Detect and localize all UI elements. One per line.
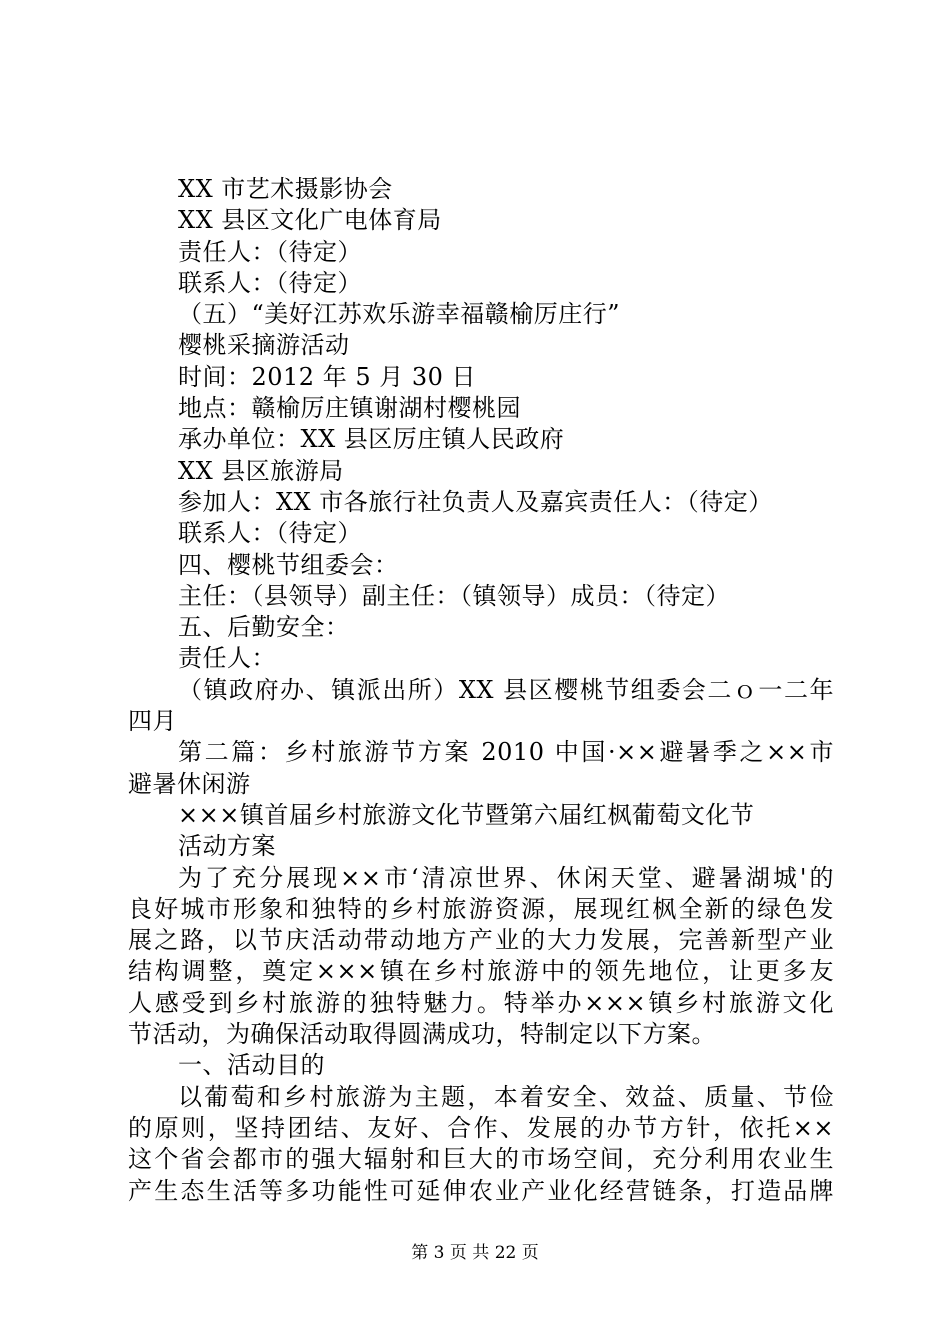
text-line: 活动方案 xyxy=(178,832,276,861)
text-line: 地点：赣榆厉庄镇谢湖村樱桃园 xyxy=(178,394,521,423)
text-line: 人感受到乡村旅游的独特魅力。特举办×××镇乡村旅游文化 xyxy=(128,988,834,1017)
text-line: 责任人：（待定） xyxy=(178,237,362,266)
text-line: 联系人：（待定） xyxy=(178,268,362,297)
text-line: 四、樱桃节组委会： xyxy=(178,550,399,579)
text-line: 这个省会都市的强大辐射和巨大的市场空间，充分利用农业生 xyxy=(128,1145,834,1174)
text-line: 一、活动目的 xyxy=(178,1051,325,1080)
text-line: 以葡萄和乡村旅游为主题，本着安全、效益、质量、节俭 xyxy=(178,1082,834,1111)
text-line: 良好城市形象和独特的乡村旅游资源，展现红枫全新的绿色发 xyxy=(128,894,834,923)
text-line: 产生态生活等多功能性可延伸农业产业化经营链条，打造品牌 xyxy=(128,1176,834,1205)
text-line: XX 市艺术摄影协会 xyxy=(178,175,393,203)
text-line: 主任：（县领导）副主任：（镇领导）成员：（待定） xyxy=(178,581,730,610)
text-line: 展之路，以节庆活动带动地方产业的大力发展，完善新型产业 xyxy=(128,926,834,955)
text-line: 为了充分展现××市‘清凉世界、休闲天堂、避暑湖城'的 xyxy=(178,863,834,892)
text-line: XX 县区旅游局 xyxy=(178,456,344,485)
text-line: 的原则，坚持团结、友好、合作、发展的办节方针，依托×× xyxy=(128,1113,834,1142)
text-line: 避暑休闲游 xyxy=(128,769,251,798)
text-line: （五）“美好江苏欢乐游幸福赣榆厉庄行” xyxy=(178,300,621,329)
text-line: 责任人： xyxy=(178,644,276,673)
text-line: 五、后勤安全： xyxy=(178,613,350,642)
text-line: 节活动，为确保活动取得圆满成功，特制定以下方案。 xyxy=(128,1020,716,1049)
text-line: 时间：2012 年 5 月 30 日 xyxy=(178,362,477,391)
text-line: ×××镇首届乡村旅游文化节暨第六届红枫葡萄文化节 xyxy=(178,800,755,829)
text-line: XX 县区文化广电体育局 xyxy=(178,206,442,235)
text-line: 承办单位：XX 县区厉庄镇人民政府 xyxy=(178,425,565,454)
text-line: （镇政府办、镇派出所）XX 县区樱桃节组委会二ｏ一二年 xyxy=(178,675,834,704)
text-line: 四月 xyxy=(128,707,177,736)
text-line: 参加人：XX 市各旅行社负责人及嘉宾责任人：（待定） xyxy=(178,487,773,516)
text-line: 樱桃采摘游活动 xyxy=(178,331,350,360)
text-line: 联系人：（待定） xyxy=(178,519,362,548)
text-line: 第二篇：乡村旅游节方案 2010 中国·××避暑季之××市 xyxy=(178,738,834,767)
page-footer: 第 3 页 共 22 页 xyxy=(411,1243,539,1263)
text-line: 结构调整，奠定×××镇在乡村旅游中的领先地位，让更多友 xyxy=(128,957,834,986)
document-body xyxy=(128,174,834,1207)
